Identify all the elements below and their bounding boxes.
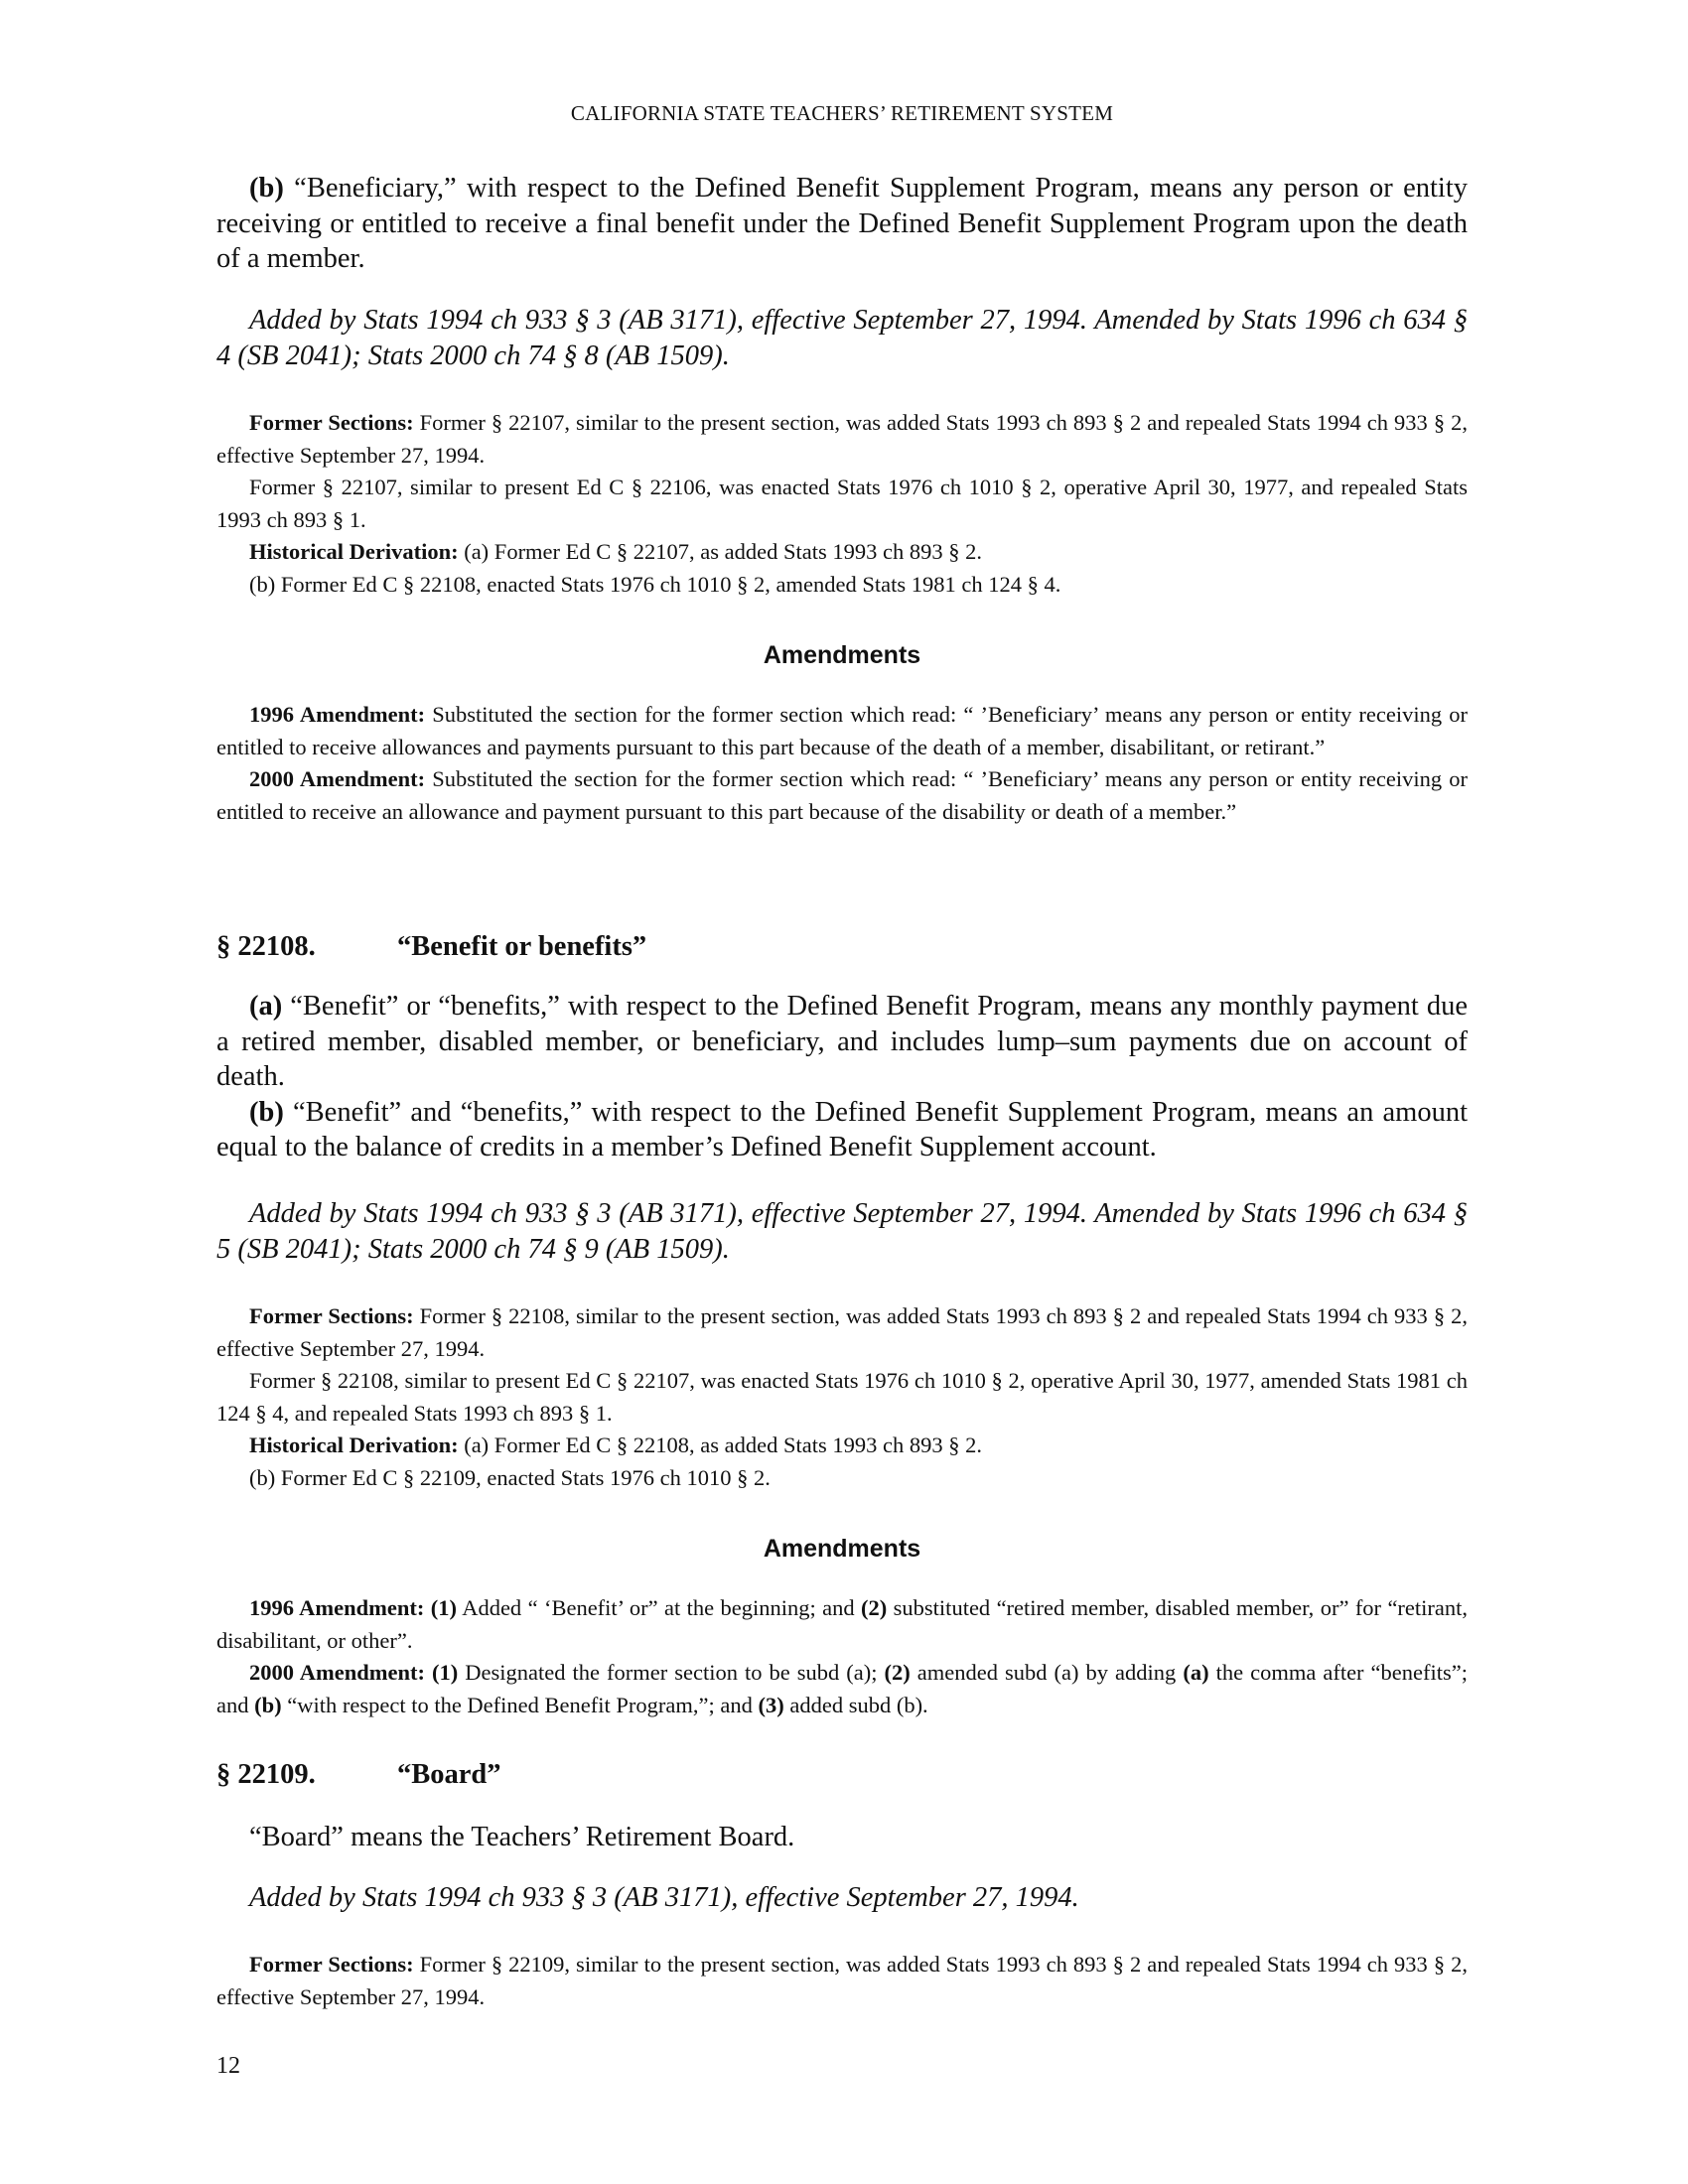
historical-derivation	[216, 536, 1468, 569]
section-title: “Board”	[397, 1759, 501, 1790]
amendment-text: the comma after “benefits”; and	[216, 1660, 1469, 1717]
section-22107-para-b	[216, 171, 1468, 277]
amendment-2000	[216, 763, 1468, 828]
amendment-text: Substituted the section for the former section which read: “ ’Beneficiary’ means any person or entity receiving or entitled to receive an allowance and payment pursuant to this part because of the disability or death of a member.”	[216, 766, 1469, 824]
amendment-text: Designated the former section to be subd (a);	[458, 1660, 885, 1685]
history-note: Added by Stats 1994 ch 933 § 3 (AB 3171), effective September 27, 1994. Amended by Stats 1996 ch 634 § 5 (SB 2041); Stats 2000 ch 74 § 9 (AB 1509).	[216, 1198, 1468, 1265]
item-number: (2)	[861, 1595, 888, 1620]
section-22107-history	[216, 303, 1468, 373]
amendment-2000	[216, 1657, 1468, 1721]
note-text: Former § 22109, similar to the present section, was added Stats 1993 ch 893 § 2 and repealed Stats 1994 ch 933 § 2, effective September 27, 1994.	[216, 1952, 1468, 2009]
paragraph-b	[216, 1095, 1468, 1165]
amendment-1996	[216, 1592, 1468, 1657]
former-sections-note-2: Former § 22107, similar to present Ed C § 22106, was enacted Stats 1976 ch 1010 § 2, operative April 30, 1977, and repealed Stats 1993 ch 893 § 1.	[216, 475, 1468, 532]
section-22108-heading	[216, 931, 1468, 963]
amendment-text: Added “ ‘Benefit’ or” at the beginning; and	[457, 1595, 862, 1620]
paragraph: “Board” means the Teachers’ Retirement Board.	[249, 1822, 795, 1852]
former-sections-note-2: Former § 22108, similar to present Ed C § 22107, was enacted Stats 1976 ch 1010 § 2, operative April 30, 1977, amended Stats 1981 ch 124 § 4, and repealed Stats 1993 ch 893 § 1.	[216, 1368, 1468, 1426]
section-22107-amendments	[216, 699, 1468, 828]
note-label: Historical Derivation:	[249, 539, 459, 564]
amendments-heading	[216, 1535, 1468, 1564]
note-text: (a) Former Ed C § 22108, as added Stats 1993 ch 893 § 2.	[458, 1433, 982, 1457]
amendments-heading	[216, 641, 1468, 670]
paragraph	[216, 171, 1468, 277]
paragraph-a	[216, 989, 1468, 1095]
subdivision-label: (b)	[249, 1096, 284, 1128]
note-label: Former Sections:	[249, 1952, 414, 1977]
page-number: 12	[216, 2053, 240, 2079]
section-22108-text	[216, 989, 1468, 1165]
note-text: Former § 22107, similar to the present section, was added Stats 1993 ch 893 § 2 and repealed Stats 1994 ch 933 § 2, effective September 27, 1994.	[216, 410, 1468, 468]
heading-text: Amendments	[763, 641, 921, 669]
note-text: (a) Former Ed C § 22107, as added Stats 1993 ch 893 § 2.	[458, 539, 982, 564]
amendment-label: 2000 Amendment:	[249, 766, 426, 791]
section-22108-history	[216, 1196, 1468, 1267]
history-note: Added by Stats 1994 ch 933 § 3 (AB 3171), effective September 27, 1994.	[249, 1882, 1079, 1913]
historical-derivation	[216, 1430, 1468, 1462]
note-label: Former Sections:	[249, 1303, 414, 1328]
former-sections-note	[216, 1300, 1468, 1365]
section-heading	[216, 931, 1468, 963]
item-letter: (a)	[1183, 1660, 1209, 1685]
item-number: (2)	[884, 1660, 911, 1685]
amendment-text: amended subd (a) by adding	[910, 1660, 1184, 1685]
note-label: Former Sections:	[249, 410, 414, 435]
history-note: Added by Stats 1994 ch 933 § 3 (AB 3171), effective September 27, 1994. Amended by Stats 1996 ch 634 § 4 (SB 2041); Stats 2000 ch 74 § 8 (AB 1509).	[216, 305, 1468, 371]
former-sections-note	[216, 1949, 1468, 2013]
section-22108-notes	[216, 1300, 1468, 1494]
item-letter: (b)	[254, 1692, 282, 1717]
item-number: (1)	[430, 1595, 458, 1620]
section-22109-history	[216, 1880, 1468, 1916]
running-head: CALIFORNIA STATE TEACHERS’ RETIREMENT SYSTEM	[570, 101, 1114, 125]
item-number: (3)	[758, 1692, 784, 1717]
note-label: Historical Derivation:	[249, 1433, 459, 1457]
subdivision-label: (b)	[249, 173, 284, 204]
section-title: “Benefit or benefits”	[397, 931, 647, 962]
amendment-text: Substituted the section for the former section which read: “ ’Beneficiary’ means any person or entity receiving or entitled to receive allowances and payments pursuant to this part because of the death of a member, disabilitant, or retirant.”	[216, 702, 1469, 759]
paragraph-text: “Benefit” and “benefits,” with respect to the Defined Benefit Supplement Program, means an amount equal to the balance of credits in a member’s Defined Benefit Supplement account.	[216, 1096, 1468, 1162]
section-22108-amendments	[216, 1592, 1468, 1721]
section-22107-notes	[216, 407, 1468, 601]
section-number: § 22108.	[216, 931, 316, 962]
amendment-label: 2000 Amendment:	[249, 1660, 426, 1685]
section-22109-heading	[216, 1759, 1468, 1791]
heading-text: Amendments	[763, 1535, 921, 1563]
amendment-label: 1996 Amendment:	[249, 1595, 425, 1620]
amendment-text: “with respect to the Defined Benefit Program,”; and	[281, 1692, 759, 1717]
former-sections-note	[216, 407, 1468, 472]
amendment-1996	[216, 699, 1468, 763]
note-text: Former § 22108, similar to the present section, was added Stats 1993 ch 893 § 2 and repealed Stats 1994 ch 933 § 2, effective September 27, 1994.	[216, 1303, 1468, 1361]
historical-derivation-b: (b) Former Ed C § 22109, enacted Stats 1976 ch 1010 § 2.	[249, 1464, 771, 1490]
amendment-label: 1996 Amendment:	[249, 702, 426, 727]
section-22109-notes	[216, 1949, 1468, 2013]
amendment-text: substituted “retired member, disabled member, or” for “retirant, disabilitant, or other”.	[216, 1595, 1469, 1653]
historical-derivation-b: (b) Former Ed C § 22108, enacted Stats 1976 ch 1010 § 2, amended Stats 1981 ch 124 § 4.	[249, 571, 1061, 597]
section-number: § 22109.	[216, 1759, 316, 1790]
section-22109-text	[216, 1820, 1468, 1855]
subdivision-label: (a)	[249, 991, 283, 1022]
paragraph-text: “Benefit” or “benefits,” with respect to the Defined Benefit Program, means any monthly payment due a retired member, disabled member, or beneficiary, and includes lump–sum payments due on account of death.	[216, 991, 1468, 1092]
item-number: (1)	[432, 1660, 459, 1685]
amendment-text: added subd (b).	[783, 1692, 928, 1717]
section-heading	[216, 1759, 1468, 1791]
paragraph-text: “Beneficiary,” with respect to the Defined Benefit Supplement Program, means any person or entity receiving or entitled to receive a final benefit under the Defined Benefit Supplement Program upon the death of a member.	[216, 173, 1468, 274]
